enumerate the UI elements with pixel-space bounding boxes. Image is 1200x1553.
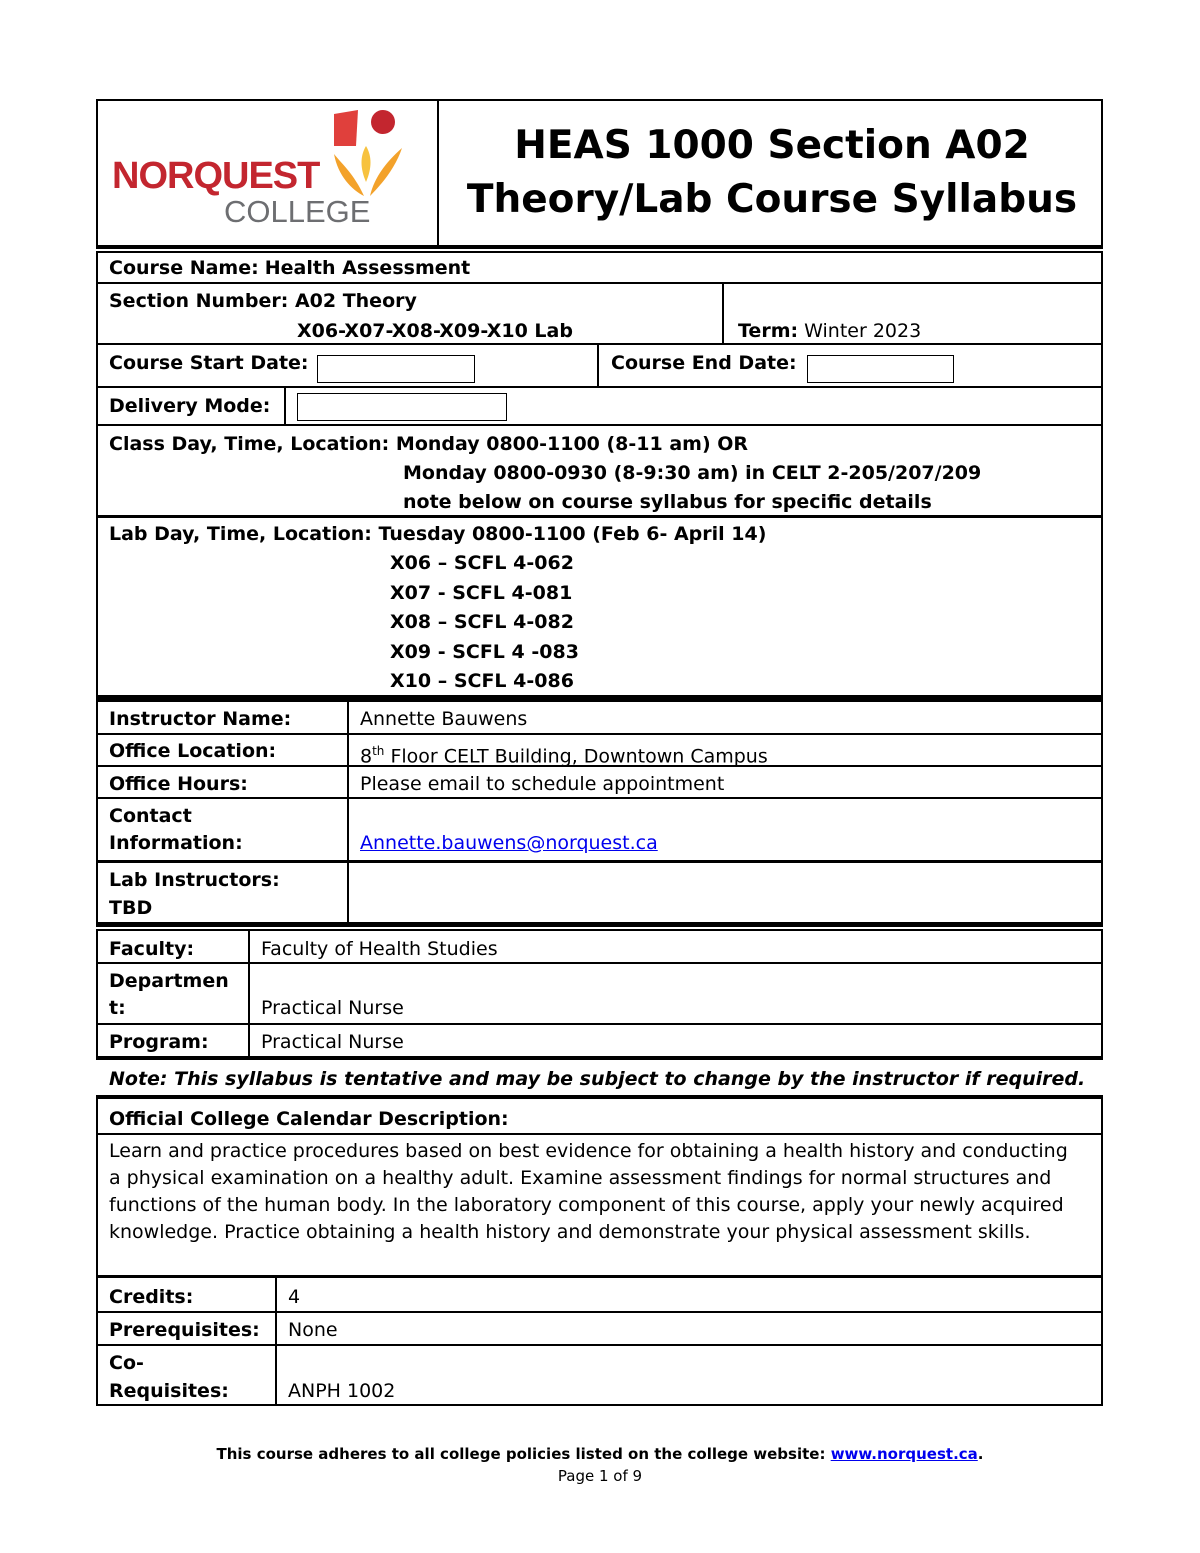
rule (275, 1276, 277, 1405)
rule (96, 860, 1103, 863)
rule (96, 797, 1103, 799)
calendar-heading: Official College Calendar Description: (109, 1108, 509, 1130)
class-info-line2: Monday 0800-0930 (8-9:30 am) in CELT 2-205/207/209 (403, 462, 982, 484)
calendar-description: Learn and practice procedures based on best evidence for obtaining a health history and conducting a physical examination on a healthy adult. Examine assessment findings for normal structures and functions of the human body. In the laboratory component of this course, apply your newly acquired knowledge. Practice obtaining a health history and demonstrate your physical assessment skills. (109, 1140, 1068, 1243)
faculty-label: Faculty: (109, 938, 195, 960)
rule (96, 1095, 1103, 1099)
course-start-date-input[interactable] (317, 355, 475, 383)
lab-room-x08: X08 – SCFL 4-082 (390, 611, 574, 633)
rule (96, 922, 1103, 927)
norquest-logo (108, 106, 408, 231)
course-end-label: Course End Date: (611, 352, 797, 374)
corequisites-label-2: Requisites: (109, 1380, 229, 1402)
header-bottom-rule (96, 245, 1103, 249)
department-label: Departmen (109, 970, 229, 992)
contact-label: Contact (109, 805, 192, 827)
rule (96, 733, 1103, 735)
office-location-label: Office Location: (109, 740, 277, 762)
rule (96, 1311, 1103, 1313)
delivery-mode-label: Delivery Mode: (109, 395, 271, 417)
section-number-labs: X06-X07-X08-X09-X10 Lab (297, 320, 573, 342)
rule (96, 515, 1103, 518)
logo-emblem-icon (326, 106, 408, 201)
credits-value: 4 (288, 1286, 301, 1308)
department-label-2: t: (109, 997, 126, 1019)
lab-instructors-tbd: TBD (109, 897, 153, 919)
lab-instructors-label: Lab Instructors: (109, 869, 280, 891)
delivery-mode-input[interactable] (297, 393, 507, 421)
program-label: Program: (109, 1031, 209, 1053)
rule (248, 929, 250, 1058)
rule (96, 424, 1103, 426)
program-value: Practical Nurse (261, 1031, 404, 1053)
course-end-date-input[interactable] (807, 355, 954, 383)
lab-info-label: Lab Day, Time, Location: Tuesday 0800-1100 (Feb 6- April 14) (109, 523, 767, 545)
rule (96, 1344, 1103, 1346)
term-field: Term: Winter 2023 (738, 320, 922, 342)
rule (96, 1056, 1103, 1060)
lab-room-x09: X09 - SCFL 4 -083 (390, 641, 579, 663)
rule (96, 282, 1103, 284)
class-info-line3: note below on course syllabus for specific details (403, 491, 932, 513)
contact-label-2: Information: (109, 832, 243, 854)
prerequisites-label: Prerequisites: (109, 1319, 260, 1341)
rule (284, 386, 286, 425)
logo-word-norquest: NORQUEST (112, 155, 320, 197)
page-title-line1: HEAS 1000 Section A02 (514, 123, 1030, 168)
rule (96, 1275, 1103, 1278)
lab-room-x10: X10 – SCFL 4-086 (390, 670, 574, 692)
lab-room-x07: X07 - SCFL 4-081 (390, 582, 573, 604)
tentative-note: Note: This syllabus is tentative and may be subject to change by the instructor if required. (109, 1068, 1086, 1090)
footer-policy: This course adheres to all college policies listed on the college website: www.norquest.ca. (216, 1445, 984, 1463)
rule (597, 343, 599, 387)
faculty-value: Faculty of Health Studies (261, 938, 498, 960)
instructor-name-value: Annette Bauwens (360, 708, 528, 730)
rule (96, 386, 1103, 388)
class-info-label: Class Day, Time, Location: Monday 0800-1100 (8-11 am) OR (109, 433, 749, 455)
corequisites-label: Co- (109, 1352, 144, 1374)
prerequisites-value: None (288, 1319, 338, 1341)
instructor-name-label: Instructor Name: (109, 708, 292, 730)
office-hours-label: Office Hours: (109, 773, 248, 795)
header-divider (437, 99, 439, 248)
rule (96, 343, 1103, 345)
office-hours-value: Please email to schedule appointment (360, 773, 725, 795)
rule (96, 962, 1103, 964)
department-value: Practical Nurse (261, 997, 404, 1019)
page-title-line2: Theory/Lab Course Syllabus (466, 177, 1078, 222)
instructor-email-link[interactable]: Annette.bauwens@norquest.ca (360, 832, 658, 854)
course-name-label: Course Name: Health Assessment (109, 257, 471, 279)
lab-room-x06: X06 – SCFL 4-062 (390, 552, 574, 574)
rule (96, 1133, 1103, 1135)
office-location-value: 8th Floor CELT Building, Downtown Campus (360, 744, 768, 768)
credits-label: Credits: (109, 1286, 194, 1308)
page-number: Page 1 of 9 (557, 1467, 643, 1485)
website-link[interactable]: www.norquest.ca (830, 1445, 978, 1463)
rule (96, 1023, 1103, 1025)
rule (722, 282, 724, 344)
course-start-label: Course Start Date: (109, 352, 309, 374)
corequisites-value: ANPH 1002 (288, 1380, 396, 1402)
section-number-label: Section Number: A02 Theory (109, 290, 417, 312)
logo-word-college: COLLEGE (224, 194, 371, 229)
